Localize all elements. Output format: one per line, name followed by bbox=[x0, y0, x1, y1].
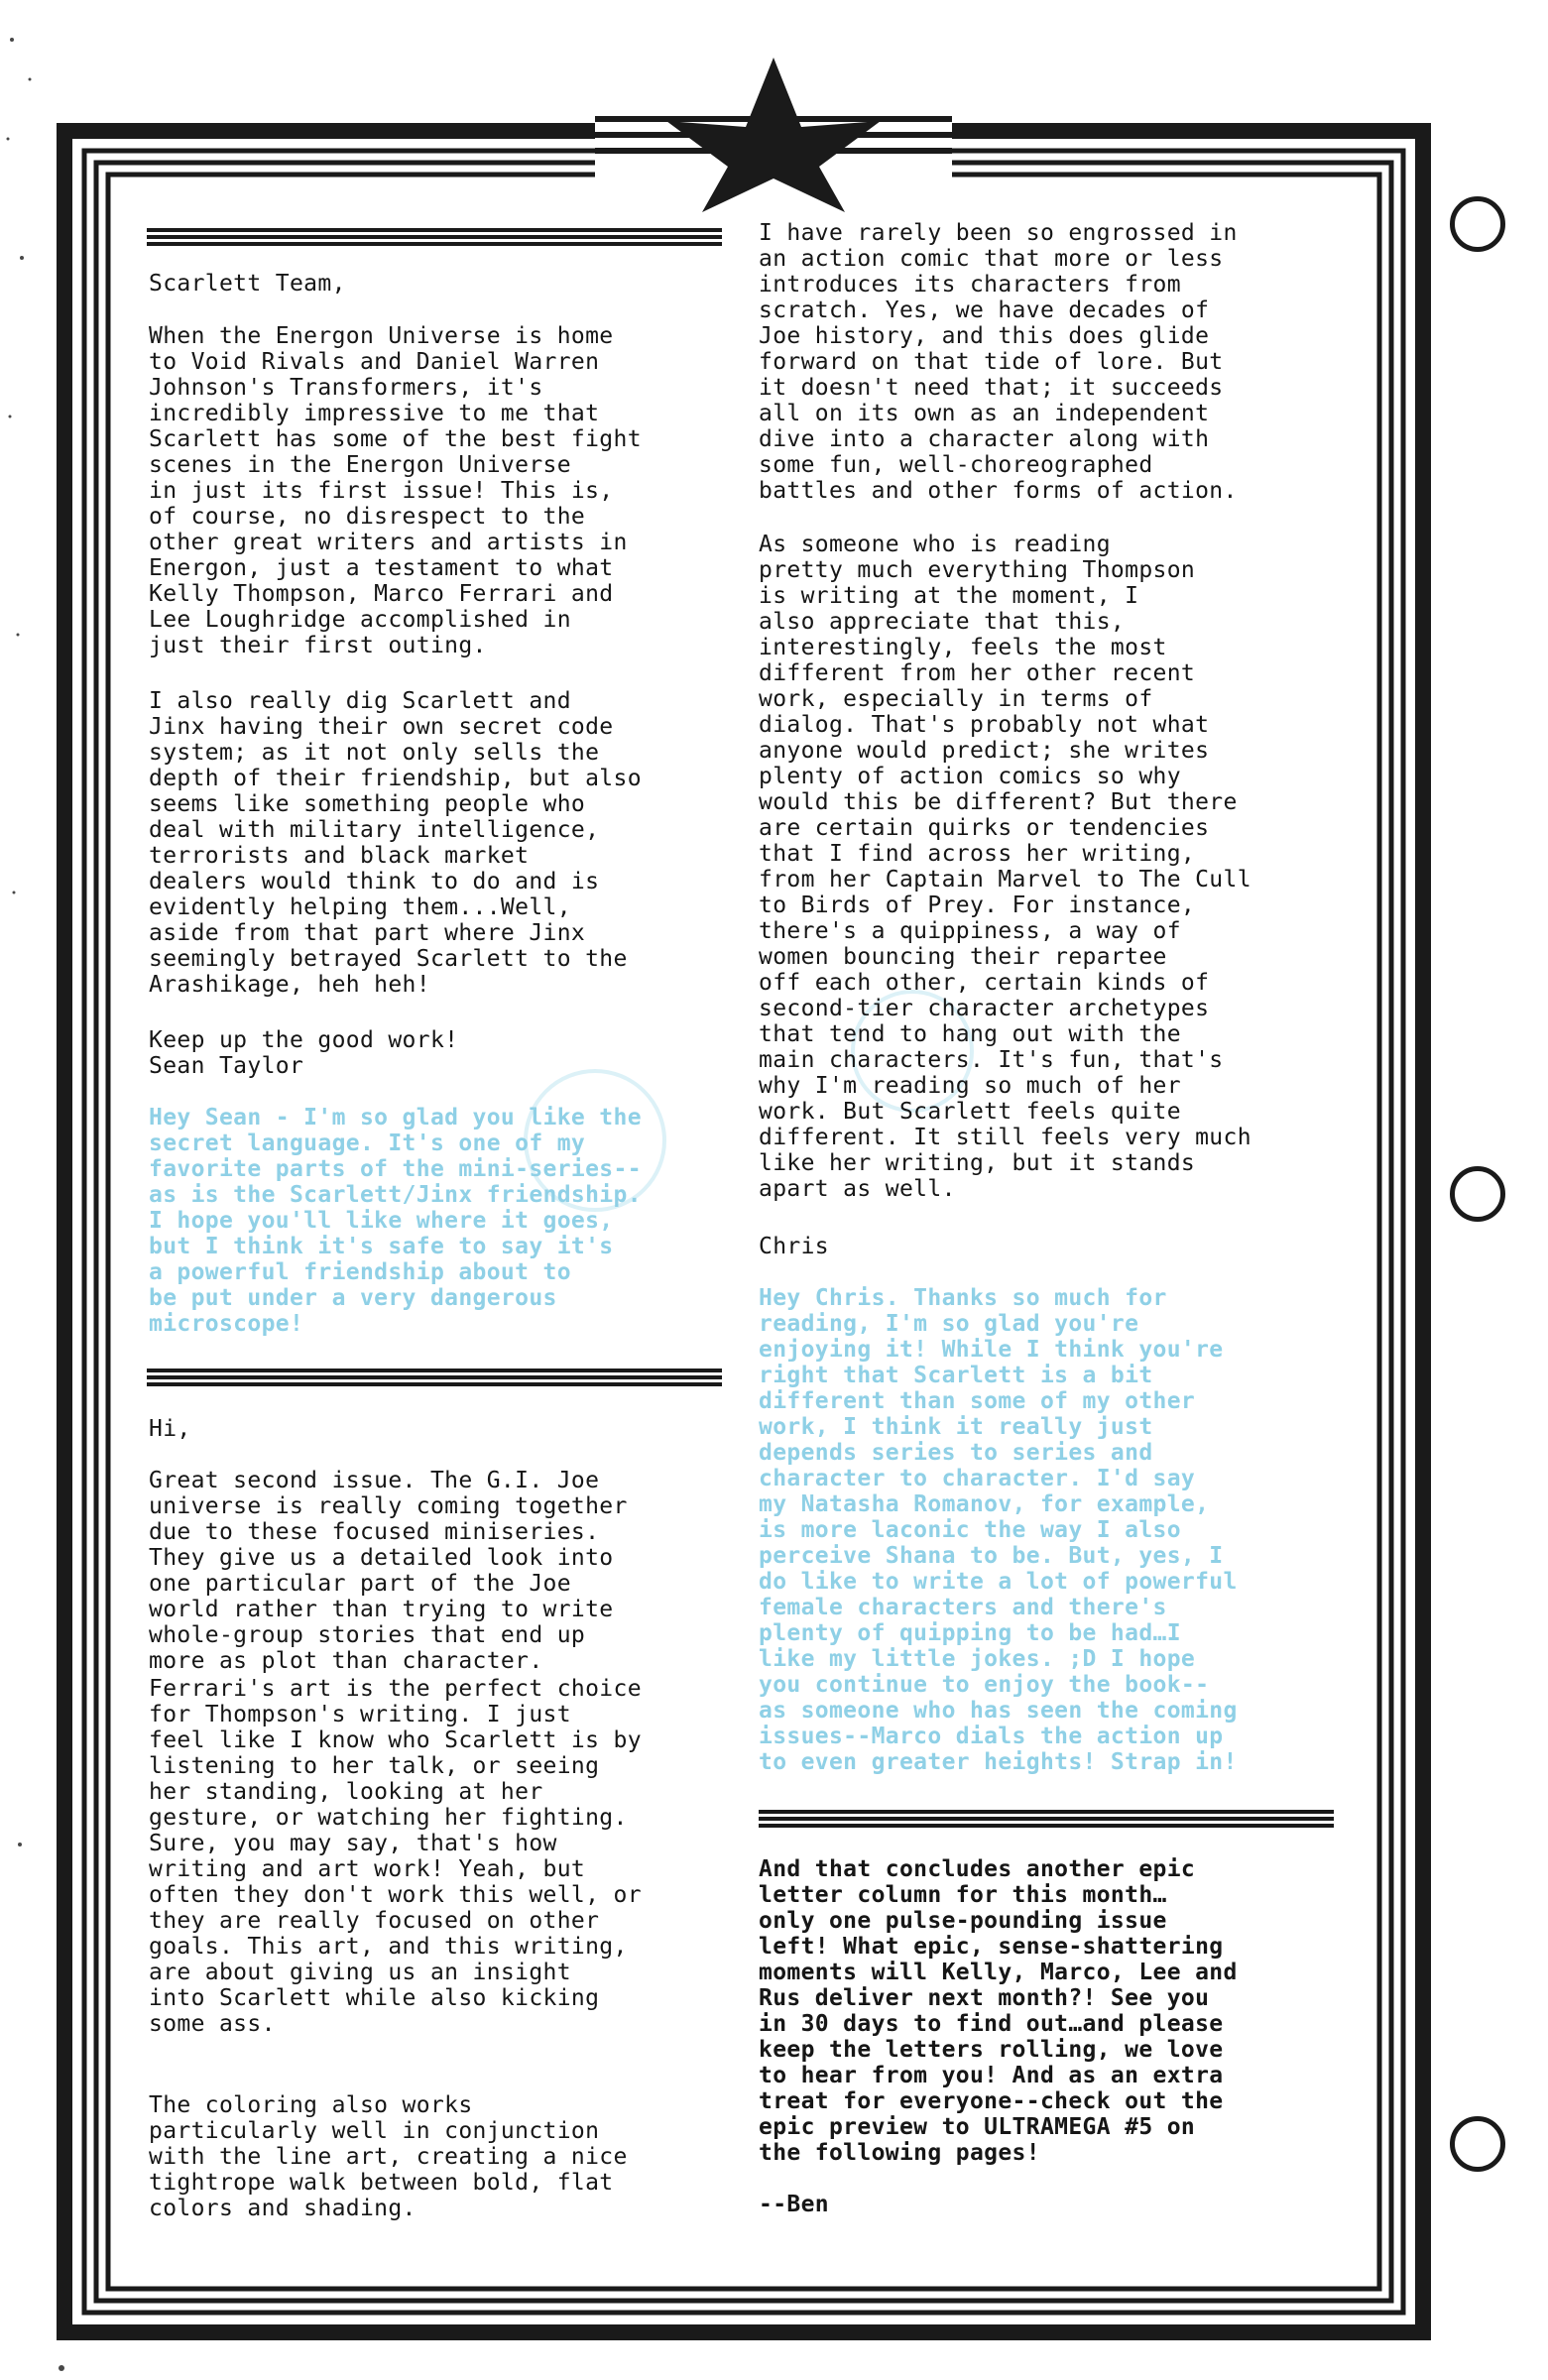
letter1-salutation: Scarlett Team, bbox=[149, 271, 346, 297]
letter2-paragraph: I have rarely been so engrossed in an action comic that more or less introduces its characters from scratch. Yes, we have decades of Joe history, and this does glide forward on that tide of lore. But it doesn't need that; it succeeds all on its own as an independent dive into a character along with some fun, well-choreographed battles and other forms of action. bbox=[759, 220, 1238, 504]
letter2-salutation: Hi, bbox=[149, 1416, 191, 1442]
star-icon bbox=[595, 58, 952, 212]
closing-note: And that concludes another epic letter column for this month… only one pulse-pounding issue left! What epic, sense-shattering moments will Kelly, Marco, Lee and Rus deliver next month?! See you in 30 days to find out…and please keep the letters rolling, we love to hear from you! And as an extra treat for everyone--check out the epic preview to ULTRAMEGA #5 on the following pages! bbox=[759, 1856, 1238, 2166]
letter2-reply: Hey Chris. Thanks so much for reading, I'm so glad you're enjoying it! While I think you're right that Scarlett is a bit different than some of my other work, I think it really just depends series to series and character to character. I'd say my Natasha Romanov, for example, is more laconic the way I also perceive Shana to be. But, yes, I do like to write a lot of powerful female characters and there's plenty of quipping to be had…I like my little jokes. ;D I hope you continue to enjoy the book-- as someone who has seen the coming issues--Marco dials the action up to even greater heights! Strap in! bbox=[759, 1285, 1238, 1775]
letter1-paragraph: When the Energon Universe is home to Void Rivals and Daniel Warren Johnson's Transformers, it's incredibly impressive to me that Scarlett has some of the best fight scenes in the Energon Universe in just its first issue! This is, of course, no disrespect to the other great writers and artists in Energon, just a testament to what Kelly Thompson, Marco Ferrari and Lee Loughridge accomplished in just their first outing. bbox=[149, 323, 642, 658]
letter1-reply: Hey Sean - I'm so glad you like the secret language. It's one of my favorite parts of the mini-series-- as is the Scarlett/Jinx friendship. I hope you'll like where it goes, but I think it's safe to say it's a powerful friendship about to be put under a very dangerous microscope! bbox=[149, 1105, 642, 1337]
letter2-signoff: Chris bbox=[759, 1234, 829, 1259]
divider bbox=[759, 1810, 1334, 1828]
letter1-paragraph: I also really dig Scarlett and Jinx having their own secret code system; as it not only sells the depth of their friendship, but also seems like something people who deal with military intelligence, terrorists and black market dealers would think to do and is evidently helping them...Well, aside from that part where Jinx seemingly betrayed Scarlett to the Arashikage, heh heh! bbox=[149, 688, 642, 998]
binder-hole-icon bbox=[1450, 196, 1505, 252]
letter2-paragraph: Great second issue. The G.I. Joe universe is really coming together due to these focused miniseries. They give us a detailed look into one particular part of the Joe world rather than trying to write whole-group stories that end up more as plot than character. bbox=[149, 1468, 628, 1674]
binder-hole-icon bbox=[1450, 2116, 1505, 2172]
divider bbox=[147, 1368, 722, 1386]
letter2-paragraph: Ferrari's art is the perfect choice for Thompson's writing. I just feel like I know who Scarlett is by listening to her talk, or seeing her standing, looking at her gesture, or watching her fighting. Sure, you may say, that's how writing and art work! Yeah, but often they don't work this well, or they are really focused on other goals. This art, and this writing, are about giving us an insight into Scarlett while also kicking some ass. bbox=[149, 1676, 642, 2037]
editor-signoff: --Ben bbox=[759, 2192, 829, 2217]
letter2-paragraph: The coloring also works particularly well in conjunction with the line art, creating a nice tightrope walk between bold, flat colors and shading. bbox=[149, 2092, 628, 2221]
letter2-paragraph: As someone who is reading pretty much everything Thompson is writing at the moment, I also appreciate that this, interestingly, feels the most different from her other recent work, especially in terms of dialog. That's probably not what anyone would predict; she writes plenty of action comics so why would this be different? But there are certain quirks or tendencies that I find across her writing, from her Captain Marvel to The Cull to Birds of Prey. For instance, there's a quippiness, a way of women bouncing their repartee off each other, certain kinds of second-tier character archetypes that tend to hang out with the main characters. It's fun, that's why I'm reading so much of her work. But Scarlett feels quite different. It still feels very much like her writing, but it stands apart as well. bbox=[759, 532, 1251, 1202]
letter1-signoff: Keep up the good work! Sean Taylor bbox=[149, 1027, 459, 1079]
binder-hole-icon bbox=[1450, 1166, 1505, 1222]
divider bbox=[147, 228, 722, 246]
